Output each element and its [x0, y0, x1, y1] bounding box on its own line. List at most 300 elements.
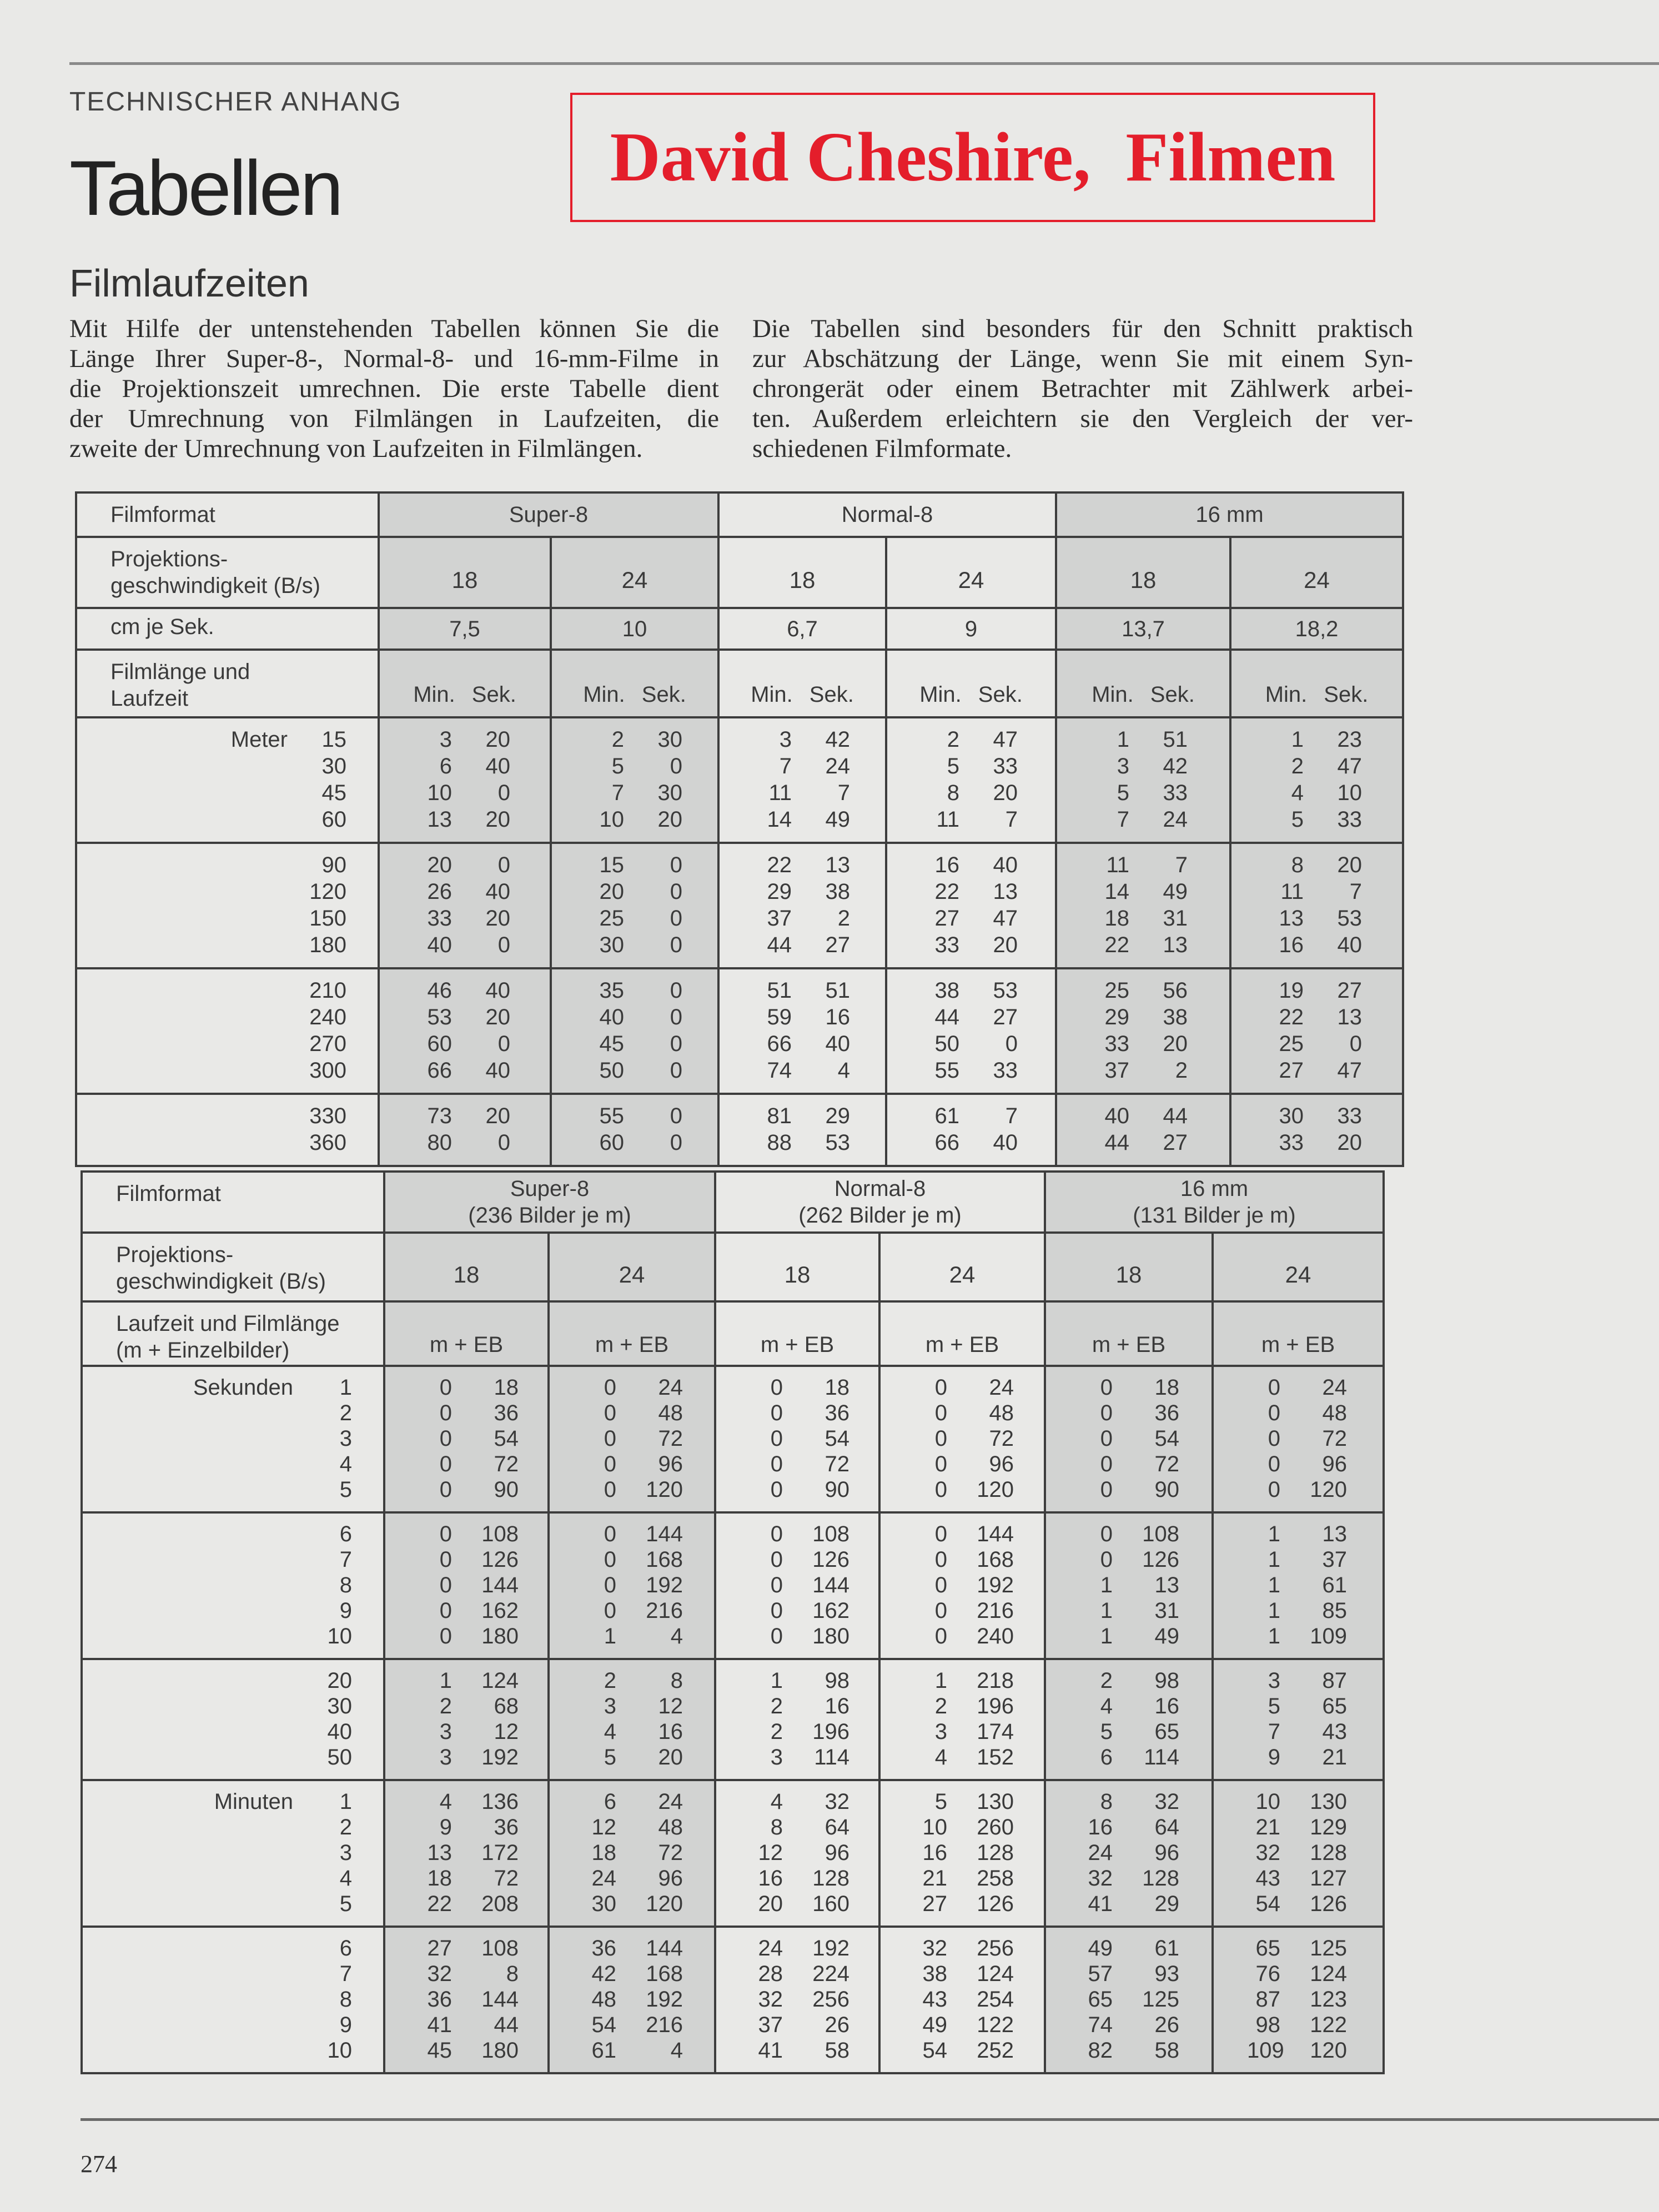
value-minor: 23: [1337, 727, 1363, 752]
value-major: 29: [767, 879, 792, 904]
value-minor: 8: [670, 1668, 683, 1693]
value-pair: [716, 1477, 878, 1502]
row-label-value: 270: [309, 1032, 346, 1056]
intro-line: chrongerät oder einem Betrachter mit Zählwerk arbei-: [752, 374, 1413, 403]
value-minor: 20: [658, 1745, 683, 1769]
row-label-value: 6: [339, 1522, 352, 1546]
unit-row: [82, 1301, 1384, 1366]
value-cell: [879, 1659, 1045, 1780]
row-label: [83, 1789, 383, 1814]
unit-label: m + EB: [595, 1332, 669, 1357]
value-minor: 114: [814, 1745, 849, 1769]
label-format: [76, 492, 379, 537]
row-label: [77, 806, 378, 833]
value-major: 18: [427, 1866, 452, 1891]
value-minor: 4: [670, 2038, 683, 2063]
value-cell: [1045, 1927, 1213, 2073]
value-major: 0: [1100, 1426, 1113, 1451]
format-header: [379, 492, 718, 537]
value-minor: 27: [825, 933, 850, 957]
value-minor: 20: [1337, 853, 1363, 877]
value-pair: [1231, 753, 1402, 780]
value-pair: [552, 852, 717, 878]
value-pair: [552, 753, 717, 780]
value-major: 40: [1104, 1104, 1130, 1128]
value-major: 1: [604, 1624, 616, 1648]
value-minor: 24: [1322, 1375, 1347, 1400]
value-major: 4: [934, 1745, 947, 1769]
value-major: 41: [427, 2013, 452, 2037]
value-minor: 54: [1154, 1426, 1179, 1451]
value-major: 98: [1255, 2013, 1280, 2037]
row-label-value: 8: [339, 1573, 352, 1597]
value-pair: [716, 1719, 878, 1745]
value-minor: 36: [494, 1815, 519, 1839]
value-minor: 16: [825, 1694, 849, 1718]
value-cell: [549, 1659, 715, 1780]
value-major: 5: [1268, 1694, 1280, 1718]
value-minor: 16: [658, 1720, 683, 1744]
value-pair: [881, 1521, 1044, 1547]
value-pair: [716, 1400, 878, 1426]
value-pair: [380, 977, 550, 1004]
value-major: 24: [758, 1936, 783, 1960]
value-major: 1: [1100, 1573, 1113, 1597]
value-major: 30: [1279, 1104, 1304, 1128]
value-minor: 12: [494, 1720, 519, 1744]
row-label: [83, 1840, 383, 1866]
value-major: 4: [1291, 781, 1304, 805]
value-pair: [1214, 1623, 1382, 1649]
value-major: 26: [427, 879, 452, 904]
value-major: 22: [427, 1892, 452, 1916]
value-pair: [385, 1451, 547, 1477]
value-pair: [380, 852, 550, 878]
value-minor: 0: [497, 933, 510, 957]
value-pair: [550, 1814, 714, 1840]
data-group-row: [76, 968, 1403, 1094]
value-major: 46: [427, 978, 452, 1003]
value-cell: [715, 1927, 879, 2073]
value-major: 0: [1268, 1401, 1280, 1425]
value-minor: 38: [825, 879, 850, 904]
value-pair: [385, 1987, 547, 2012]
value-cell: [384, 1780, 549, 1927]
value-major: 2: [770, 1694, 783, 1718]
value-major: 76: [1255, 1962, 1280, 1986]
value-cell: [1056, 843, 1230, 968]
value-major: 0: [1268, 1477, 1280, 1502]
row-label-value: 3: [339, 1841, 352, 1865]
value-minor: 20: [485, 1005, 510, 1029]
value-pair: [385, 1814, 547, 1840]
value-pair: [1046, 1745, 1211, 1770]
value-minor: 0: [670, 1032, 682, 1056]
row-label-value: 4: [339, 1866, 352, 1891]
value-major: 37: [1104, 1058, 1130, 1083]
value-minor: 108: [1142, 1522, 1179, 1546]
row-label: [83, 1961, 383, 1987]
value-pair: [881, 1814, 1044, 1840]
value-major: 25: [599, 906, 624, 931]
value-minor: 125: [1310, 1936, 1347, 1960]
value-minor: 48: [1322, 1401, 1347, 1425]
value-minor: 0: [497, 781, 510, 805]
value-major: 74: [1088, 2013, 1113, 2037]
row-label: [83, 1400, 383, 1426]
value-cell: [1230, 717, 1403, 843]
value-major: 16: [1279, 933, 1304, 957]
row-label: [77, 932, 378, 958]
value-minor: 72: [494, 1452, 519, 1476]
value-pair: [716, 1668, 878, 1693]
value-major: 0: [934, 1624, 947, 1648]
value-pair: [1057, 1103, 1229, 1129]
value-pair: [716, 1789, 878, 1814]
row-label-value: 30: [321, 754, 346, 778]
value-minor: 31: [1154, 1598, 1179, 1623]
row-label: [83, 1987, 383, 2012]
value-minor: 120: [977, 1477, 1014, 1502]
value-minor: 47: [993, 727, 1018, 752]
value-major: 0: [1100, 1477, 1113, 1502]
value-pair: [1046, 1814, 1211, 1840]
value-major: 1: [1117, 727, 1130, 752]
cell-text: 16 mm (131 Bilder je m): [1133, 1177, 1296, 1228]
value-pair: [380, 1004, 550, 1030]
value-minor: 168: [646, 1547, 683, 1572]
row-labels: [82, 1512, 384, 1659]
value-pair: [881, 1987, 1044, 2012]
value-cell: [1056, 1094, 1230, 1166]
value-minor: 90: [825, 1477, 849, 1502]
unit-min: Min.: [1092, 682, 1134, 707]
value-minor: 31: [1163, 906, 1188, 931]
value-cell: [379, 717, 551, 843]
speed-value: 18: [379, 537, 551, 608]
value-minor: 44: [494, 2013, 519, 2037]
unit-header: [1213, 1301, 1384, 1366]
value-minor: 196: [977, 1694, 1014, 1718]
value-pair: [1057, 905, 1229, 932]
unit-header: [384, 1301, 549, 1366]
page-number: 274: [81, 2150, 117, 2178]
value-major: 13: [427, 807, 452, 832]
value-minor: 37: [1322, 1547, 1347, 1572]
value-minor: 96: [825, 1841, 849, 1865]
value-cell: [384, 1927, 549, 2073]
value-major: 0: [439, 1598, 452, 1623]
value-major: 61: [591, 2038, 616, 2063]
value-minor: 126: [1310, 1892, 1347, 1916]
value-pair: [881, 1477, 1044, 1502]
unit-label: m + EB: [429, 1332, 504, 1357]
value-minor: 42: [1163, 754, 1188, 778]
value-major: 0: [934, 1426, 947, 1451]
value-pair: [1214, 1987, 1382, 2012]
value-minor: 192: [646, 1573, 683, 1597]
value-minor: 20: [993, 781, 1018, 805]
value-minor: 7: [1005, 807, 1018, 832]
unit-label: m + EB: [1092, 1332, 1166, 1357]
value-pair: [1046, 1789, 1211, 1814]
value-minor: 90: [1154, 1477, 1179, 1502]
row-label-value: 1: [339, 1375, 352, 1400]
format-row: [76, 492, 1403, 537]
row-label: [77, 753, 378, 780]
value-minor: 125: [1142, 1987, 1179, 2012]
value-minor: 42: [825, 727, 850, 752]
value-pair: [716, 1987, 878, 2012]
value-pair: [550, 1936, 714, 1961]
value-major: 51: [767, 978, 792, 1003]
value-minor: 51: [825, 978, 850, 1003]
value-pair: [1214, 1375, 1382, 1400]
value-major: 0: [1268, 1375, 1280, 1400]
row-label: [77, 977, 378, 1004]
value-pair: [1057, 977, 1229, 1004]
value-minor: 18: [1154, 1375, 1179, 1400]
value-major: 27: [1279, 1058, 1304, 1083]
row-label: [83, 1451, 383, 1477]
value-major: 0: [604, 1547, 616, 1572]
value-major: 18: [591, 1841, 616, 1865]
row-label: [83, 1936, 383, 1961]
value-cell: [715, 1512, 879, 1659]
value-pair: [550, 1987, 714, 2012]
value-major: 18: [1104, 906, 1130, 931]
value-minor: 144: [646, 1936, 683, 1960]
value-major: 21: [1255, 1815, 1280, 1839]
value-major: 1: [439, 1668, 452, 1693]
row-labels: [82, 1927, 384, 2073]
value-major: 2: [1100, 1668, 1113, 1693]
row-label-value: 240: [309, 1005, 346, 1029]
value-major: 19: [1279, 978, 1304, 1003]
value-pair: [720, 878, 885, 905]
data-group-row: [82, 1366, 1384, 1512]
cm-value: 6,7: [718, 608, 886, 650]
value-pair: [881, 1693, 1044, 1719]
row-label: [83, 1426, 383, 1451]
value-minor: 10: [1337, 781, 1363, 805]
value-major: 13: [427, 1841, 452, 1865]
value-pair: [552, 878, 717, 905]
value-pair: [1046, 1426, 1211, 1451]
page-title: Tabellen: [69, 144, 341, 232]
value-pair: [720, 726, 885, 753]
row-label-value: 5: [339, 1477, 352, 1502]
row-label: [83, 1745, 383, 1770]
value-pair: [1046, 1598, 1211, 1623]
value-pair: [1057, 852, 1229, 878]
value-minor: 126: [977, 1892, 1014, 1916]
value-major: 0: [1100, 1401, 1113, 1425]
value-pair: [720, 1103, 885, 1129]
value-pair: [1231, 1057, 1402, 1084]
value-major: 0: [770, 1401, 783, 1425]
value-major: 0: [934, 1547, 947, 1572]
value-major: 20: [599, 879, 624, 904]
value-pair: [380, 1129, 550, 1156]
value-pair: [887, 977, 1055, 1004]
value-minor: 43: [1322, 1720, 1347, 1744]
intro-paragraph-right: [752, 314, 1413, 464]
value-pair: [720, 977, 885, 1004]
value-minor: 128: [1142, 1866, 1179, 1891]
row-unit-label: Meter: [230, 727, 288, 752]
value-pair: [385, 1693, 547, 1719]
value-major: 38: [934, 978, 959, 1003]
value-minor: 172: [481, 1841, 519, 1865]
value-major: 0: [604, 1452, 616, 1476]
value-major: 5: [947, 754, 959, 778]
row-label-value: 10: [327, 2038, 352, 2063]
value-minor: 20: [1163, 1032, 1188, 1056]
subtitle: Filmlaufzeiten: [69, 262, 309, 305]
value-major: 16: [922, 1841, 947, 1865]
value-major: 0: [604, 1426, 616, 1451]
value-major: 4: [770, 1789, 783, 1814]
value-minor: 58: [1154, 2038, 1179, 2063]
value-pair: [716, 1866, 878, 1891]
value-major: 10: [1255, 1789, 1280, 1814]
value-major: 24: [591, 1866, 616, 1891]
value-pair: [380, 1030, 550, 1057]
value-major: 59: [767, 1005, 792, 1029]
value-major: 60: [599, 1130, 624, 1155]
value-major: 22: [1104, 933, 1130, 957]
value-cell: [1230, 968, 1403, 1094]
value-cell: [879, 1366, 1045, 1512]
value-minor: 24: [989, 1375, 1014, 1400]
value-minor: 26: [1154, 2013, 1179, 2037]
label-speed: [76, 537, 379, 608]
value-minor: 0: [497, 1130, 510, 1155]
value-minor: 192: [977, 1573, 1014, 1597]
value-pair: [716, 1891, 878, 1917]
value-pair: [1214, 1936, 1382, 1961]
value-minor: 144: [977, 1522, 1014, 1546]
value-major: 27: [934, 906, 959, 931]
cell-text: Filmformat: [116, 1182, 221, 1206]
value-minor: 72: [989, 1426, 1014, 1451]
data-group-row: [76, 843, 1403, 968]
value-minor: 47: [1337, 754, 1363, 778]
section-label: TECHNISCHER ANHANG: [69, 87, 402, 117]
value-cell: [1230, 1094, 1403, 1166]
value-cell: [879, 1927, 1045, 2073]
value-pair: [1214, 1961, 1382, 1987]
value-pair: [552, 905, 717, 932]
value-minor: 216: [646, 2013, 683, 2037]
value-pair: [380, 1057, 550, 1084]
value-pair: [881, 1891, 1044, 1917]
value-pair: [881, 1375, 1044, 1400]
value-pair: [552, 1057, 717, 1084]
value-major: 9: [439, 1815, 452, 1839]
speed-value: 18: [384, 1233, 549, 1301]
value-pair: [1214, 1400, 1382, 1426]
intro-line: ten. Außerdem erleichtern sie den Vergleich der ver-: [752, 404, 1413, 433]
value-minor: 49: [1163, 879, 1188, 904]
value-major: 0: [1100, 1452, 1113, 1476]
row-labels: [76, 717, 379, 843]
data-group-row: [82, 1780, 1384, 1927]
value-cell: [879, 1780, 1045, 1927]
value-minor: 33: [1337, 1104, 1363, 1128]
value-minor: 58: [825, 2038, 849, 2063]
speed-row: [76, 537, 1403, 608]
value-major: 1: [1268, 1598, 1280, 1623]
value-major: 24: [1088, 1841, 1113, 1865]
value-cell: [1230, 843, 1403, 968]
value-minor: 109: [1310, 1624, 1347, 1648]
unit-sek: Sek.: [1150, 682, 1195, 707]
format-header: [1056, 492, 1403, 537]
value-pair: [380, 806, 550, 833]
value-major: 7: [1268, 1720, 1280, 1744]
value-major: 0: [1100, 1375, 1113, 1400]
value-major: 6: [439, 754, 452, 778]
unit-sek: Sek.: [1324, 682, 1369, 707]
value-major: 1: [770, 1668, 783, 1693]
value-major: 0: [439, 1426, 452, 1451]
value-pair: [1046, 2038, 1211, 2063]
value-pair: [887, 905, 1055, 932]
value-pair: [716, 1961, 878, 1987]
value-pair: [887, 780, 1055, 806]
value-major: 3: [1268, 1668, 1280, 1693]
value-pair: [881, 2038, 1044, 2063]
value-pair: [716, 1572, 878, 1598]
data-group-row: [82, 1512, 1384, 1659]
row-label: [77, 1004, 378, 1030]
unit-min: Min.: [413, 682, 455, 707]
row-label-value: 9: [339, 2013, 352, 2037]
value-minor: 36: [1154, 1401, 1179, 1425]
value-minor: 0: [670, 1104, 682, 1128]
value-minor: 53: [825, 1130, 850, 1155]
value-major: 3: [934, 1720, 947, 1744]
value-pair: [1046, 1451, 1211, 1477]
format-header: [384, 1172, 715, 1233]
speed-value: 24: [551, 537, 718, 608]
value-pair: [881, 1719, 1044, 1745]
row-labels: [82, 1366, 384, 1512]
row-label: [83, 1668, 383, 1693]
value-pair: [887, 852, 1055, 878]
value-minor: 72: [658, 1426, 683, 1451]
value-minor: 40: [485, 754, 510, 778]
value-pair: [550, 1719, 714, 1745]
value-minor: 68: [494, 1694, 519, 1718]
intro-line: Die Tabellen sind besonders für den Schnitt praktisch: [752, 314, 1413, 343]
value-major: 27: [922, 1892, 947, 1916]
value-minor: 124: [481, 1668, 519, 1693]
value-major: 44: [1104, 1130, 1130, 1155]
title-stamp: David Cheshire, Filmen: [570, 93, 1375, 222]
value-pair: [550, 1840, 714, 1866]
value-pair: [1214, 1547, 1382, 1572]
value-minor: 168: [646, 1962, 683, 1986]
intro-line: der Umrechnung von Filmlängen in Laufzeiten, die: [69, 404, 719, 433]
value-major: 32: [758, 1987, 783, 2012]
value-pair: [550, 2038, 714, 2063]
value-minor: 65: [1322, 1694, 1347, 1718]
value-pair: [716, 1814, 878, 1840]
value-major: 0: [770, 1375, 783, 1400]
